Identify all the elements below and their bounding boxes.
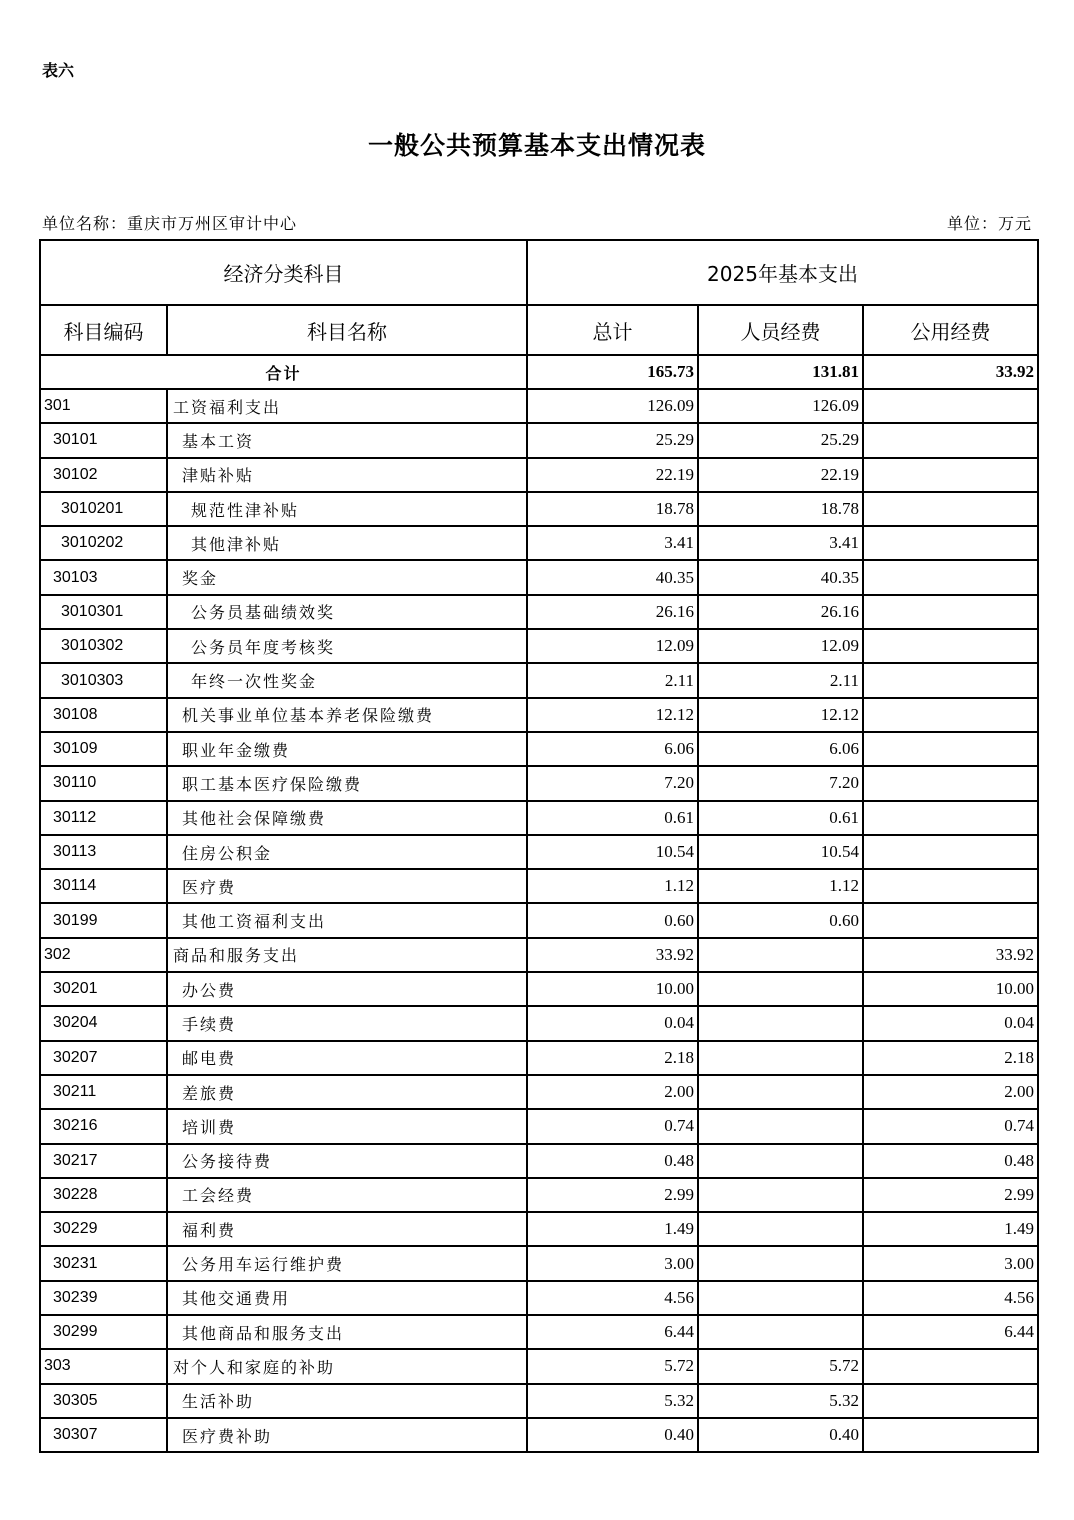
table-row [40,835,1038,869]
row-total: 4.56 [527,1281,698,1315]
row-code: 30216 [40,1109,167,1143]
header-total: 总计 [527,305,698,355]
row-code: 30207 [40,1041,167,1075]
row-total: 5.72 [527,1349,698,1383]
row-public [863,869,1038,903]
row-name: 其他津补贴 [167,526,527,560]
row-name: 年终一次性奖金 [167,663,527,697]
row-total: 18.78 [527,492,698,526]
row-total: 0.04 [527,1006,698,1040]
row-code: 30112 [40,801,167,835]
summary-label: 合计 [40,355,527,389]
row-code: 30307 [40,1418,167,1452]
table-row [40,1109,1038,1143]
table-row [40,1281,1038,1315]
row-public [863,629,1038,663]
row-name: 基本工资 [167,423,527,457]
header-row-1 [40,240,1038,305]
row-code: 30199 [40,903,167,937]
table-row [40,1315,1038,1349]
row-name: 差旅费 [167,1075,527,1109]
row-personnel [698,1212,863,1246]
row-code: 3010201 [40,492,167,526]
row-public: 0.74 [863,1109,1038,1143]
row-total: 0.61 [527,801,698,835]
row-personnel: 126.09 [698,389,863,423]
table-row [40,1075,1038,1109]
row-personnel [698,1006,863,1040]
header-name: 科目名称 [167,305,527,355]
row-total: 10.00 [527,972,698,1006]
row-personnel: 25.29 [698,423,863,457]
table-row [40,1144,1038,1178]
table-row [40,526,1038,560]
row-public [863,389,1038,423]
page-title: 一般公共预算基本支出情况表 [367,131,706,160]
table-row [40,1178,1038,1212]
row-name: 对个人和家庭的补助 [167,1349,527,1383]
row-personnel: 1.12 [698,869,863,903]
table-row [40,1246,1038,1280]
row-code: 30229 [40,1212,167,1246]
row-public [863,766,1038,800]
row-code: 30103 [40,560,167,594]
row-public: 4.56 [863,1281,1038,1315]
row-code: 30231 [40,1246,167,1280]
row-code: 30102 [40,458,167,492]
table-row [40,492,1038,526]
row-name: 福利费 [167,1212,527,1246]
row-personnel [698,1281,863,1315]
unit-measure: 单位：万元 [946,214,1032,233]
row-personnel [698,1075,863,1109]
row-public [863,698,1038,732]
table-row [40,732,1038,766]
row-personnel: 6.06 [698,732,863,766]
row-personnel: 2.11 [698,663,863,697]
row-total: 3.41 [527,526,698,560]
row-public: 2.00 [863,1075,1038,1109]
row-public [863,423,1038,457]
row-public [863,835,1038,869]
summary-row [40,355,1038,389]
row-name: 职工基本医疗保险缴费 [167,766,527,800]
row-name: 邮电费 [167,1041,527,1075]
table-row [40,1384,1038,1418]
row-name: 办公费 [167,972,527,1006]
row-total: 7.20 [527,766,698,800]
table-row [40,869,1038,903]
row-personnel: 12.09 [698,629,863,663]
table-row [40,903,1038,937]
row-total: 26.16 [527,595,698,629]
row-name: 公务员基础绩效奖 [167,595,527,629]
row-code: 30228 [40,1178,167,1212]
row-name: 规范性津补贴 [167,492,527,526]
row-code: 30109 [40,732,167,766]
row-public [863,526,1038,560]
header-personnel: 人员经费 [698,305,863,355]
row-total: 0.48 [527,1144,698,1178]
row-total: 33.92 [527,938,698,972]
row-personnel: 22.19 [698,458,863,492]
row-name: 商品和服务支出 [167,938,527,972]
row-code: 302 [40,938,167,972]
row-personnel: 10.54 [698,835,863,869]
row-public [863,1418,1038,1452]
table-row [40,972,1038,1006]
row-personnel: 12.12 [698,698,863,732]
row-code: 3010303 [40,663,167,697]
unit-name: 单位名称：重庆市万州区审计中心 [42,214,298,233]
header-code: 科目编码 [40,305,167,355]
table-row [40,1418,1038,1452]
row-public: 2.99 [863,1178,1038,1212]
row-public: 33.92 [863,938,1038,972]
table-row [40,766,1038,800]
row-public [863,903,1038,937]
row-personnel [698,1178,863,1212]
row-public [863,458,1038,492]
row-public: 10.00 [863,972,1038,1006]
row-total: 1.49 [527,1212,698,1246]
row-personnel [698,1246,863,1280]
row-name: 手续费 [167,1006,527,1040]
row-total: 5.32 [527,1384,698,1418]
row-personnel: 0.61 [698,801,863,835]
row-code: 30239 [40,1281,167,1315]
page-label: 表六 [42,61,75,80]
row-total: 0.60 [527,903,698,937]
row-name: 公务接待费 [167,1144,527,1178]
row-name: 医疗费补助 [167,1418,527,1452]
row-name: 公务员年度考核奖 [167,629,527,663]
row-public: 6.44 [863,1315,1038,1349]
summary-personnel: 131.81 [698,355,863,389]
row-name: 其他商品和服务支出 [167,1315,527,1349]
row-total: 2.18 [527,1041,698,1075]
header-year-expense: 2025年基本支出 [527,240,1038,305]
header-row-2 [40,305,1038,355]
row-personnel [698,1144,863,1178]
budget-table [39,239,1039,1453]
header-category: 经济分类科目 [40,240,527,305]
row-public [863,1384,1038,1418]
row-public [863,560,1038,594]
row-name: 工会经费 [167,1178,527,1212]
row-code: 301 [40,389,167,423]
row-total: 126.09 [527,389,698,423]
row-personnel: 3.41 [698,526,863,560]
row-code: 303 [40,1349,167,1383]
row-total: 2.00 [527,1075,698,1109]
row-name: 生活补助 [167,1384,527,1418]
row-name: 其他社会保障缴费 [167,801,527,835]
row-public [863,492,1038,526]
row-total: 40.35 [527,560,698,594]
row-public [863,801,1038,835]
row-public: 0.04 [863,1006,1038,1040]
table-row [40,423,1038,457]
row-code: 3010302 [40,629,167,663]
row-name: 培训费 [167,1109,527,1143]
row-public [863,1349,1038,1383]
row-total: 25.29 [527,423,698,457]
row-personnel [698,972,863,1006]
row-total: 10.54 [527,835,698,869]
row-total: 0.74 [527,1109,698,1143]
row-total: 12.12 [527,698,698,732]
row-code: 3010202 [40,526,167,560]
row-total: 2.11 [527,663,698,697]
row-total: 12.09 [527,629,698,663]
table-row [40,595,1038,629]
row-code: 30217 [40,1144,167,1178]
table-row [40,663,1038,697]
table-row [40,389,1038,423]
row-personnel [698,1041,863,1075]
row-code: 30211 [40,1075,167,1109]
row-personnel: 5.72 [698,1349,863,1383]
row-code: 30201 [40,972,167,1006]
row-code: 3010301 [40,595,167,629]
header-public: 公用经费 [863,305,1038,355]
row-name: 住房公积金 [167,835,527,869]
row-code: 30101 [40,423,167,457]
table-row [40,560,1038,594]
row-personnel: 0.60 [698,903,863,937]
row-public: 2.18 [863,1041,1038,1075]
table-row [40,1212,1038,1246]
row-personnel [698,1315,863,1349]
table-row [40,801,1038,835]
row-name: 公务用车运行维护费 [167,1246,527,1280]
row-code: 30108 [40,698,167,732]
table-row [40,458,1038,492]
row-personnel: 5.32 [698,1384,863,1418]
row-total: 6.44 [527,1315,698,1349]
row-name: 津贴补贴 [167,458,527,492]
summary-total: 165.73 [527,355,698,389]
summary-public: 33.92 [863,355,1038,389]
row-personnel [698,1109,863,1143]
row-code: 30110 [40,766,167,800]
row-public [863,732,1038,766]
row-code: 30114 [40,869,167,903]
row-personnel: 18.78 [698,492,863,526]
row-total: 3.00 [527,1246,698,1280]
table-row [40,1349,1038,1383]
row-personnel: 26.16 [698,595,863,629]
row-public: 1.49 [863,1212,1038,1246]
row-total: 22.19 [527,458,698,492]
row-code: 30204 [40,1006,167,1040]
table-row [40,1041,1038,1075]
row-total: 1.12 [527,869,698,903]
row-personnel [698,938,863,972]
row-public [863,595,1038,629]
table-row [40,698,1038,732]
table-row [40,629,1038,663]
row-name: 职业年金缴费 [167,732,527,766]
row-name: 机关事业单位基本养老保险缴费 [167,698,527,732]
table-body [40,355,1038,1452]
row-total: 2.99 [527,1178,698,1212]
row-code: 30305 [40,1384,167,1418]
row-public: 3.00 [863,1246,1038,1280]
row-total: 0.40 [527,1418,698,1452]
row-public: 0.48 [863,1144,1038,1178]
table-row [40,938,1038,972]
row-name: 其他交通费用 [167,1281,527,1315]
row-name: 奖金 [167,560,527,594]
table-row [40,1006,1038,1040]
row-public [863,663,1038,697]
row-total: 6.06 [527,732,698,766]
row-personnel: 0.40 [698,1418,863,1452]
row-code: 30113 [40,835,167,869]
row-personnel: 40.35 [698,560,863,594]
row-name: 其他工资福利支出 [167,903,527,937]
row-name: 医疗费 [167,869,527,903]
row-code: 30299 [40,1315,167,1349]
row-personnel: 7.20 [698,766,863,800]
row-name: 工资福利支出 [167,389,527,423]
